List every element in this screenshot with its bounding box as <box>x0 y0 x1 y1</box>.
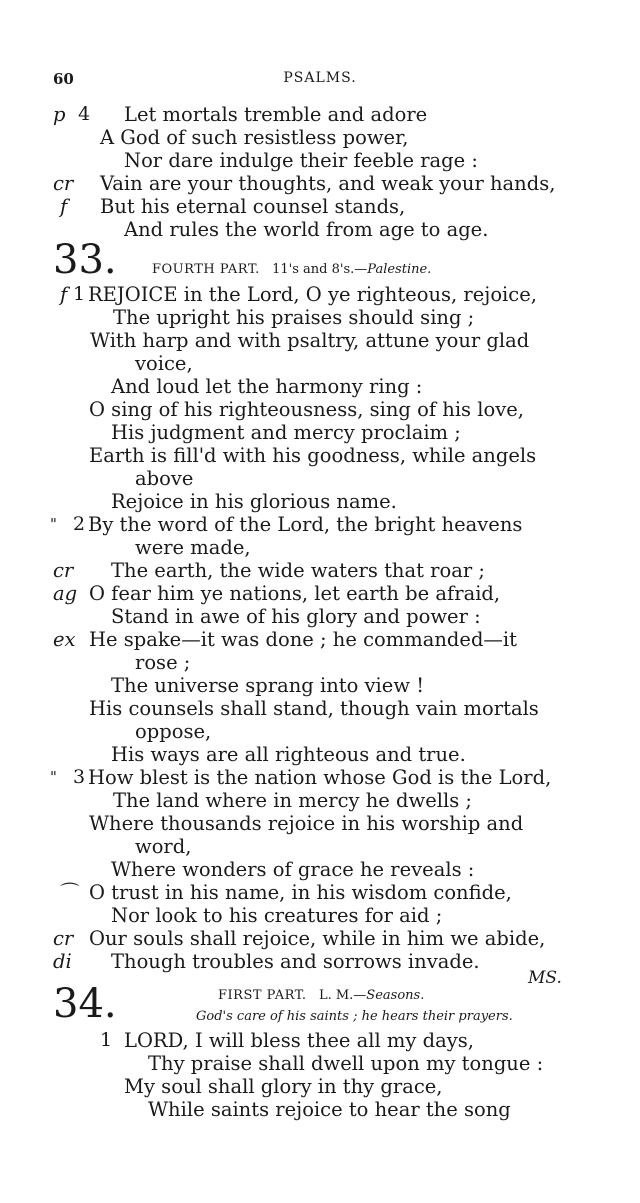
line-text: Where thousands rejoice in his worship and <box>89 812 524 835</box>
hymn-part: FIRST PART. <box>218 988 307 1003</box>
line-text: above <box>135 467 194 490</box>
line-text: His counsels shall stand, though vain mortals <box>89 697 539 720</box>
verse-line <box>0 1052 640 1075</box>
line-text: Nor look to his creatures for aid ; <box>111 904 443 927</box>
verse-line <box>0 881 640 904</box>
line-text: Stand in awe of his glory and power : <box>111 605 481 628</box>
line-text: But his eternal counsel stands, <box>100 195 406 218</box>
verse-line <box>0 559 640 582</box>
verse-line <box>0 904 640 927</box>
line-text: His ways are all righteous and true. <box>111 743 466 766</box>
dynamic-mark: f <box>60 283 68 306</box>
verse-line <box>0 1098 640 1121</box>
line-text: Rejoice in his glorious name. <box>111 490 397 513</box>
dynamic-mark: cr <box>53 927 74 950</box>
line-text: How blest is the nation whose God is the Lord, <box>88 766 552 789</box>
dynamic-mark: " <box>50 515 57 533</box>
verse-line <box>0 329 640 352</box>
hymn-meta <box>152 262 431 277</box>
hymn-number: 33. <box>53 237 117 283</box>
hymn-33-heading <box>0 237 640 283</box>
line-text: Nor dare indulge their feeble rage : <box>124 149 478 172</box>
line-text: voice, <box>135 352 193 375</box>
line-text: The earth, the wide waters that roar ; <box>111 559 485 582</box>
line-text: O fear him ye nations, let earth be afraid, <box>89 582 501 605</box>
line-text: were made, <box>135 536 251 559</box>
verse-line <box>0 582 640 605</box>
running-title: PSALMS. <box>283 70 357 86</box>
line-text: rose ; <box>135 651 191 674</box>
hymn-tune: Seasons. <box>366 988 425 1003</box>
verse-number: 1 <box>73 283 86 305</box>
dynamic-mark: p <box>53 103 66 126</box>
verse-line <box>0 283 640 306</box>
line-text: O trust in his name, in his wisdom confide, <box>89 881 512 904</box>
line-text: A God of such resistless power, <box>100 126 409 149</box>
verse-line <box>0 421 640 444</box>
verse-number: 4 <box>78 103 91 125</box>
verse-line <box>0 306 640 329</box>
hymn-subtitle: God's care of his saints ; he hears their prayers. <box>196 1009 513 1024</box>
line-text: Vain are your thoughts, and weak your hands, <box>100 172 556 195</box>
hymn-meter: L. M.— <box>318 988 367 1003</box>
line-text: O sing of his righteousness, sing of his love, <box>89 398 524 421</box>
line-text: The land where in mercy he dwells ; <box>113 789 472 812</box>
verse-line <box>0 812 640 835</box>
verse-line <box>0 766 640 789</box>
hymn-part: FOURTH PART. <box>152 262 260 277</box>
verse-line <box>0 628 640 651</box>
line-text: REJOICE in the Lord, O ye righteous, rejoice, <box>88 283 537 306</box>
line-text: While saints rejoice to hear the song <box>148 1098 511 1121</box>
verse-line <box>0 789 640 812</box>
line-text: The upright his praises should sing ; <box>113 306 475 329</box>
line-text: word, <box>135 835 192 858</box>
hymn-34-heading <box>0 981 640 1027</box>
dynamic-mark: ag <box>53 582 78 605</box>
attribution: MS. <box>528 968 562 988</box>
verse-line <box>0 743 640 766</box>
verse-line <box>0 398 640 421</box>
verse-line <box>0 1075 640 1098</box>
verse-line <box>0 195 640 218</box>
line-text: Earth is fill'd with his goodness, while angels <box>89 444 537 467</box>
line-text: Our souls shall rejoice, while in him we abide, <box>89 927 546 950</box>
page-number: 60 <box>53 70 74 88</box>
dynamic-mark: ex <box>53 628 76 651</box>
line-text: By the word of the Lord, the bright heavens <box>88 513 523 536</box>
verse-line <box>0 375 640 398</box>
verse-line <box>0 651 640 674</box>
dynamic-mark: cr <box>53 559 74 582</box>
verse-line <box>0 927 640 950</box>
verse-line <box>0 858 640 881</box>
page-header <box>0 70 640 92</box>
verse-line <box>0 490 640 513</box>
line-text: Though troubles and sorrows invade. <box>111 950 480 973</box>
line-text: My soul shall glory in thy grace, <box>124 1075 443 1098</box>
line-text: With harp and with psaltry, attune your glad <box>90 329 530 352</box>
verse-line <box>0 536 640 559</box>
verse-line <box>0 103 640 126</box>
verse-line <box>0 352 640 375</box>
verse-line <box>0 172 640 195</box>
dynamic-mark: di <box>53 950 72 973</box>
line-text: Let mortals tremble and adore <box>124 103 428 126</box>
crescendo-mark: ⌒ <box>60 881 80 904</box>
verse-line <box>0 835 640 858</box>
line-text: The universe sprang into view ! <box>111 674 425 697</box>
verse-line <box>0 1029 640 1052</box>
verse-line <box>0 513 640 536</box>
line-text: His judgment and mercy proclaim ; <box>111 421 461 444</box>
line-text: Thy praise shall dwell upon my tongue : <box>148 1052 544 1075</box>
verse-line <box>0 697 640 720</box>
dynamic-mark: f <box>60 195 68 218</box>
verse-number: 3 <box>73 766 86 788</box>
verse-line <box>0 674 640 697</box>
line-text: LORD, I will bless thee all my days, <box>124 1029 474 1052</box>
hymn-meter: 11's and 8's.— <box>272 262 368 277</box>
verse-number: 1 <box>100 1029 113 1051</box>
line-text: oppose, <box>135 720 212 743</box>
line-text: And loud let the harmony ring : <box>111 375 423 398</box>
verse-line <box>0 149 640 172</box>
hymn-tune: Palestine. <box>367 262 432 277</box>
verse-number: 2 <box>73 513 86 535</box>
line-text: He spake—it was done ; he commanded—it <box>89 628 518 651</box>
verse-line <box>0 126 640 149</box>
verse-line <box>0 444 640 467</box>
hymn-meta <box>218 988 424 1003</box>
verse-line <box>0 720 640 743</box>
line-text: And rules the world from age to age. <box>124 218 489 241</box>
dynamic-mark: cr <box>53 172 74 195</box>
verse-line <box>0 467 640 490</box>
line-text: Where wonders of grace he reveals : <box>111 858 475 881</box>
verse-line <box>0 605 640 628</box>
dynamic-mark: " <box>50 768 57 786</box>
hymn-number: 34. <box>53 981 117 1027</box>
